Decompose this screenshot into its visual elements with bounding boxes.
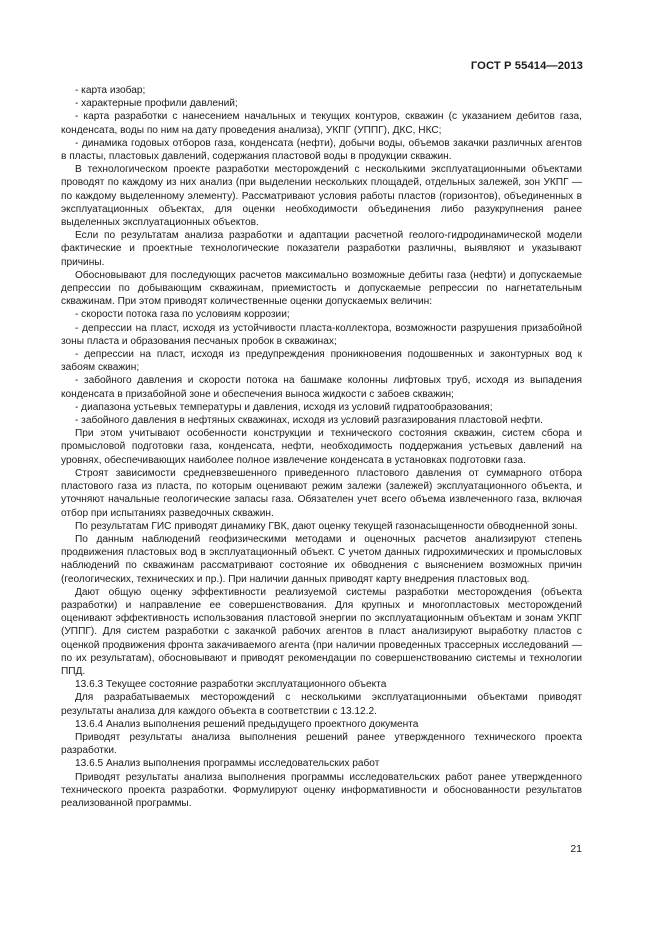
- list-item-bottomhole-pressure: - забойного давления и скорости потока на башмаке колонны лифтовых труб, исходя из выпадения конденсата в призабойной зоне и обеспечения выноса жидкости с забоев скважин;: [61, 375, 582, 400]
- paragraph-max-rates: Обосновывают для последующих расчетов максимально возможные дебиты газа (нефти) и допускаемые депрессии по добывающим скважинам, приемистость и допускаемые репрессии по нагнетательным скважинам. При этом приводят количественные оценки допускаемых величин:: [61, 269, 582, 308]
- paragraph-13-6-3: Для разрабатываемых месторождений с несколькими эксплуатационными объектами приводят результаты анализа для каждого объекта в соответствии с 13.12.2.: [61, 692, 582, 717]
- paragraph-pressure-dependence: Строят зависимости средневзвешенного приведенного пластового давления от суммарного отбора пластового газа из пласта, по которым оценивают режим залежи (залежей) эксплуатационного объекта, и уточняют начальные геологические запасы газа. Обязателен учет всего объема извлеченного газа, включая отбор при испытаниях разведочных скважин.: [61, 467, 582, 519]
- paragraph-model-adaptation: Если по результатам анализа разработки и адаптации расчетной геолого-гидродинамической модели фактические и проектные технологические показатели разработки различны, выявляют и указывают причины.: [61, 230, 582, 268]
- section-heading-13-6-5: 13.6.5 Анализ выполнения программы исследовательских работ: [75, 758, 380, 770]
- document-header: ГОСТ Р 55414—2013: [470, 60, 583, 72]
- list-item-annual-dynamics: - динамика годовых отборов газа, конденсата (нефти), добычи воды, объемов закачки различных агентов в пласты, пластовых давлений, содержания пластовой воды в продукции скважин.: [61, 137, 582, 163]
- list-item-depression-water: - депрессии на пласт, исходя из предупреждения проникновения подошвенных и законтурных вод к забоям скважин;: [61, 349, 582, 374]
- list-item-gas-velocity: - скорости потока газа по условиям коррозии;: [75, 309, 290, 321]
- body-text: [61, 84, 582, 810]
- list-item-pressure-profiles: - характерные профили давлений;: [75, 98, 238, 110]
- list-item-depression-stability: - депрессии на пласт, исходя из устойчивости пласта-коллектора, возможности разрушения призабойной зоны пласта и образования песчаных пробок в скважинах;: [61, 322, 582, 347]
- paragraph-efficiency-assessment: Дают общую оценку эффективности реализуемой системы разработки месторождения (объекта разработки) и направление ее совершенствования. Для крупных и многопластовых месторождений оценивают эффективность использования пластовой энергии по эксплуатационным объектам и зонам УКПГ (УППГ). Для систем разработки с закачкой рабочих агентов в пласт анализируют выработку пластов с оценкой продвижения фронта закачиваемого агента (при наличии проведенных трассерных исследований — по их результатам), обосновывают и приводят рекомендации по совершенствованию системы и технологии ППД.: [61, 586, 582, 677]
- paragraph-13-6-4: Приводят результаты анализа выполнения решений ранее утвержденного технического проекта разработки.: [61, 731, 582, 757]
- section-heading-13-6-3: 13.6.3 Текущее состояние разработки эксплуатационного объекта: [75, 679, 387, 691]
- list-item-isobar-map: - карта изобар;: [75, 85, 146, 96]
- list-item-development-map: - карта разработки с нанесением начальных и текущих контуров, скважин (с указанием дебитов газа, конденсата, воды по ним на дату проведения анализа), УКПГ (УППГ), ДКС, НКС;: [61, 111, 582, 136]
- paragraph-water-advance: По данным наблюдений геофизическими методами и оценочных расчетов анализируют степень продвижения пластовых вод в эксплуатационный объект. С учетом данных гидрохимических и промысловых наблюдений по скважинам рассматривают состояние их обводнения с выяснением возможных причин (геологических, технических и пр.). При наличии данных приводят карту внедрения пластовых вод.: [61, 533, 582, 585]
- paragraph-multi-object-analysis: В технологическом проекте разработки месторождений с несколькими эксплуатационными объектами проводят по каждому из них анализ (при выделении нескольких площадей, отдельных залежей, зон УКПГ — по каждому выделенному элементу). Рассматривают условия работы пластов (горизонтов), объединенных в эксплуатационных объектах, для оценки необходимости объединения либо разукрупнения ранее выделенных эксплуатационных объектов.: [61, 164, 582, 229]
- list-item-oil-wells: - забойного давления в нефтяных скважинах, исходя из условий разгазирования пластовой нефти.: [75, 415, 543, 427]
- paragraph-13-6-5: Приводят результаты анализа выполнения программы исследовательских работ ранее утвержденного технического проекта разработки. Формулируют оценку информативности и обоснованности результатов реализованной программы.: [61, 771, 582, 809]
- list-item-wellhead-range: - диапазона устьевых температуры и давления, исходя из условий гидратообразования;: [75, 401, 493, 413]
- section-heading-13-6-4: 13.6.4 Анализ выполнения решений предыдущего проектного документа: [75, 718, 419, 730]
- page-number: 21: [570, 843, 582, 855]
- paragraph-gis-results: По результатам ГИС приводят динамику ГВК, дают оценку текущей газонасыщенности обводненной зоны.: [75, 520, 578, 532]
- paragraph-well-design: При этом учитывают особенности конструкции и технического состояния скважин, систем сбора и промысловой подготовки газа, конденсата, нефти, необходимость поддержания устьевых давлений на уровнях, обеспечивающих наиболее полное извлечение конденсата в установках подготовки газа.: [61, 428, 582, 466]
